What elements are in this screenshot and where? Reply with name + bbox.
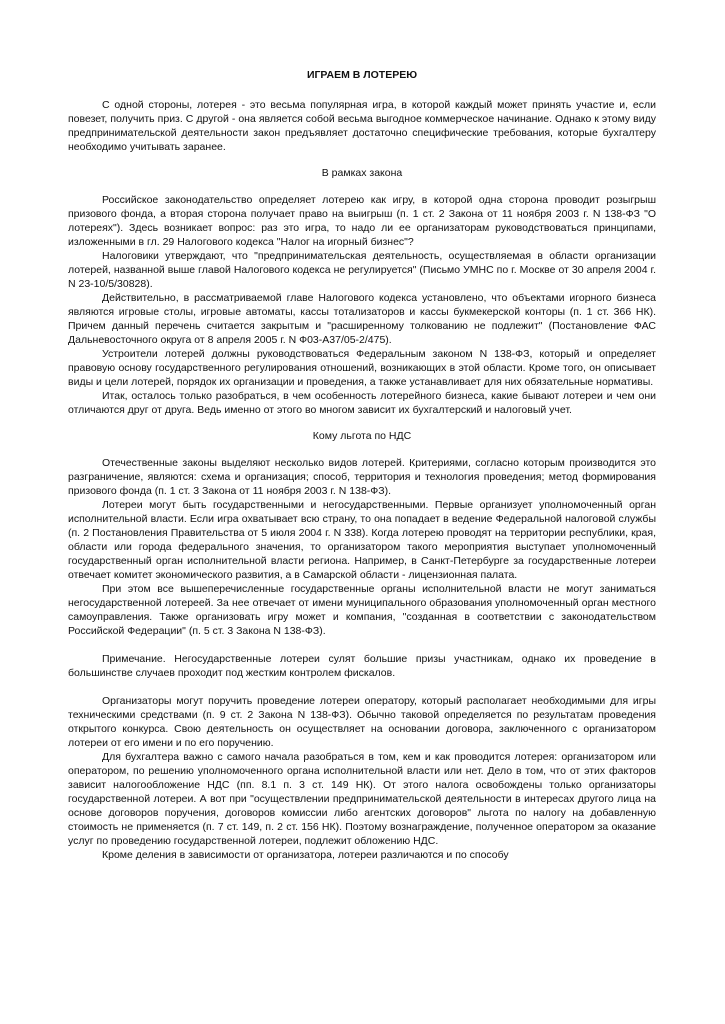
paragraph: Итак, осталось только разобраться, в чем особенность лотерейного бизнеса, какие бывают лотереи и чем они отличаются друг от друга. Ведь именно от этого во многом зависит их бухгалтерский и налоговый учет. <box>68 390 656 416</box>
paragraph: Действительно, в рассматриваемой главе Налогового кодекса установлено, что объектами игорного бизнеса являются игровые столы, игровые автоматы, кассы тотализаторов и кассы букмекерской конторы (п. 1 ст. 366 НК). Причем данный перечень считается закрытым и "расширенному толкованию не подлежит" (Постановление ФАС Дальневосточного округа от 8 апреля 2005 г. N Ф03-А37/05-2/475). <box>68 292 656 346</box>
paragraph: Устроители лотерей должны руководствоваться Федеральным законом N 138-ФЗ, который и определяет правовую основу государственного регулирования отношений, возникающих в этой области. Кроме того, он описывает виды и цели лотерей, порядок их организации и проведения, а также устанавливает для них обязательные нормативы. <box>68 348 656 388</box>
paragraph: Лотереи могут быть государственными и негосударственными. Первые организует уполномоченный орган исполнительной власти. Если игра охватывает всю страну, то она попадает в ведение Федеральной налоговой службы (п. 2 Постановления Правительства от 5 июля 2004 г. N 338). Когда лотерею проводят на территории республики, края, области или города федерального значения, то организатором такого мероприятия выступает уполномоченный государственный орган исполнительной власти региона. Например, в Санкт-Петербурге за государственные лотереи отвечает комитет экономического развития, а в Самарской области - лицензионная палата. <box>68 499 656 581</box>
paragraph: Кроме деления в зависимости от организатора, лотереи различаются и по способу <box>102 849 509 861</box>
document-title: ИГРАЕМ В ЛОТЕРЕЮ <box>306 69 418 81</box>
paragraph: Организаторы могут поручить проведение лотереи оператору, который располагает необходимыми для игры техническими средствами (п. 9 ст. 2 Закона N 138-ФЗ). Обычно таковой определяется по результатам проведения открытого конкурса. Свою деятельность он осуществляет на основании договора, заключенного с организатором лотереи от его имени и по его поручению. <box>68 695 656 749</box>
paragraph: Российское законодательство определяет лотерею как игру, в которой одна сторона проводит розыгрыш призового фонда, а вторая сторона получает право на выигрыш (п. 1 ст. 2 Закона от 11 ноября 2003 г. N 138-ФЗ "О лотереях"). Здесь возникает вопрос: раз это игра, то надо ли ее организаторам руководствоваться принципами, изложенными в гл. 29 Налогового кодекса "Налог на игорный бизнес"? <box>68 194 656 248</box>
note-paragraph: Примечание. Негосударственные лотереи сулят большие призы участникам, однако их проведение в большинстве случаев проходит под жестким контролем фискалов. <box>68 653 656 679</box>
section-heading-vat: Кому льгота по НДС <box>312 430 412 442</box>
document-page <box>68 58 656 862</box>
paragraph: Для бухгалтера важно с самого начала разобраться в том, кем и как проводится лотерея: организатором или оператором, по решению уполномоченного органа исполнительной власти или нет. Дело в том, что от этих факторов зависит налогообложение НДС (пп. 8.1 п. 3 ст. 149 НК). От этого налога освобождены только организаторы государственной лотереи. А вот при "осуществлении предпринимательской деятельности в интересах другого лица на основе договоров поручения, договоров комиссии либо агентских договоров" льгота по налогу на добавленную стоимость не применяется (п. 7 ст. 149, п. 2 ст. 156 НК). Поэтому вознаграждение, полученное оператором за оказание услуг по проведению государственной лотереи, подлежит обложению НДС. <box>68 751 656 847</box>
paragraph: При этом все вышеперечисленные государственные органы исполнительной власти не могут заниматься негосударственной лотереей. За нее отвечает от имени муниципального образования уполномоченный орган местного самоуправления. Также организовать игру может и компания, "созданная в соответствии с законодательством Российской Федерации" (п. 5 ст. 3 Закона N 138-ФЗ). <box>68 583 656 637</box>
paragraph: Налоговики утверждают, что "предпринимательская деятельность, осуществляемая в области организации лотерей, названной выше главой Налогового кодекса не регулируется" (Письмо УМНС по г. Москве от 30 апреля 2004 г. N 23-10/5/30828). <box>68 250 656 290</box>
section-heading-law: В рамках закона <box>321 167 403 179</box>
paragraph: Отечественные законы выделяют несколько видов лотерей. Критериями, согласно которым производится это разграничение, являются: схема и организация; способ, территория и технология проведения; метод формирования призового фонда (п. 1 ст. 3 Закона от 11 ноября 2003 г. N 138-ФЗ). <box>68 457 656 497</box>
intro-paragraph: С одной стороны, лотерея - это весьма популярная игра, в которой каждый может принять участие и, если повезет, получить приз. С другой - она является собой весьма выгодное коммерческое начинание. Однако к этому виду предпринимательской деятельности закон предъявляет достаточно специфические требования, которые бухгалтеру необходимо учитывать заранее. <box>68 99 656 153</box>
